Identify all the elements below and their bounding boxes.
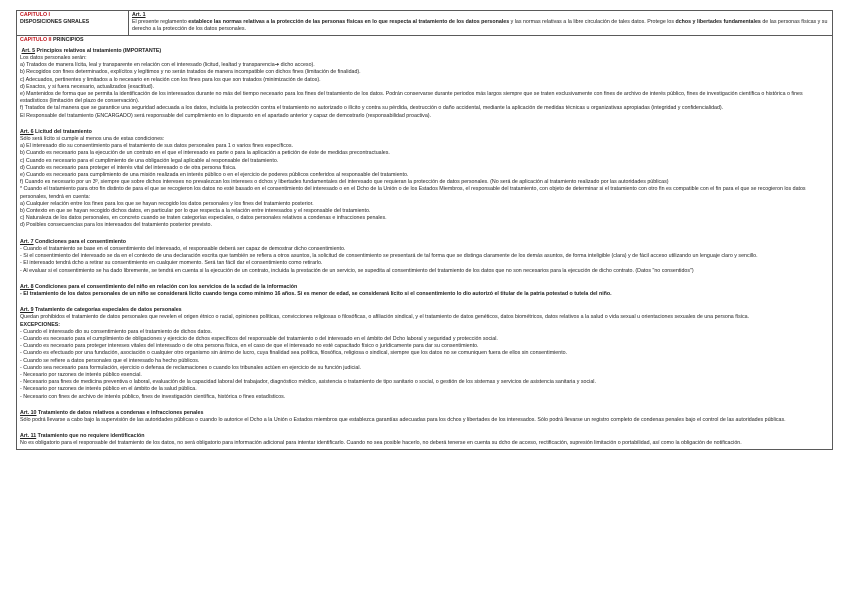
article-5-line: c) Adecuados, pertinentes y limitados a lo necesario en relación con los fines para los que son tratados (minimización de datos). xyxy=(20,76,321,83)
article-10-line: Sólo podrá llevarse a cabo bajo la supervisión de las autoridades públicas o cuando lo autorice el Dcho a la Unión o Estados miembros que establezca garantías adecuadas para los dchos y libertades de los interesados. Sólo podrá llevarse un registro completo de condenas penales bajo el control de las autoridades públicas. xyxy=(20,416,786,423)
article-7-line: - Al evaluar si el consentimiento se ha dado libremente, se tendrá en cuenta si la ejecución de un contrato, incluida la prestación de un servicio, se supedita al consentimiento del tratamiento de los datos que no son necesarios para la ejecución de dicho contrato. (Datos "no consentidos") xyxy=(20,267,694,274)
article-6-line: c) Cuando es necesario para el cumplimiento de una obligación legal aplicable al responsable del tratamiento. xyxy=(20,157,279,164)
article-7-section xyxy=(20,239,829,275)
chapter-1-heading-cell xyxy=(17,11,129,36)
article-11-line: No es obligatorio para el responsable del tratamiento de los datos, no será obligatorio para información adicional para intentar identificarlo. Cuando no sea posible hacerlo, no deberá tenerse en cuenta su dcho de acceso, rectificación, supresión limitación o portabilidad, así como la obligación de notificación. xyxy=(20,440,742,447)
article-9-line: - Necesario para fines de medicina preventiva o laboral, evaluación de la capacidad laboral del trabajador, diagnóstico médico, asistencia o tratamiento de tipo sanitario o social, o gestión de los sistemas y servicios de asistencia sanitaria y social. xyxy=(20,379,596,386)
article-9-section xyxy=(20,307,829,401)
article-11-section xyxy=(20,433,829,447)
article-5-line: b) Recogidos con fines determinados, explícitos y legítimos y no serán tratados de manera incompatible con dichos fines (limitación de finalidad). xyxy=(20,69,361,76)
article-9-heading: Art. 9 Tratamiento de categorías especiales de datos personales xyxy=(20,307,182,314)
article-7-line: - Cuando el tratamiento se base en el consentimiento del interesado, el responsable deberá ser capaz de demostrar dicho consentimiento. xyxy=(20,245,346,252)
article-6-line: a) Cualquier relación entre los fines para los que se hayan recogido los datos personales y los fines del tratamiento posterior. xyxy=(20,200,314,207)
article-11-heading: Art. 11 Tratamiento que no requiere identificación xyxy=(20,433,145,440)
article-9-line: - Cuando es necesario para el cumplimiento de obligaciones y ejercicio de dchos específicos del responsable del tratamiento o del interesado en el ámbito del Dcho laboral y seguridad y protección social. xyxy=(20,335,498,342)
article-9-line: - Cuando sea necesario para formulación, ejercicio o defensa de reclamaciones o cuando los tribunales actúen en ejercicio de su función judicial. xyxy=(20,364,361,371)
article-9-exceptions-label: EXCEPCIONES: xyxy=(20,321,61,328)
article-9-line: Quedan prohibidos el tratamiento de datos personales que revelen el origen étnico o racial, opiniones políticas, convicciones religiosas o filosóficas, o afiliación sindical, y el tratamiento de datos genéticos, datos biométricos, datos relativos a la salud o vida sexual u orientaciones sexuales de una persona física. xyxy=(20,314,750,321)
article-6-line: e) Cuando es necesario para cumplimiento de una misión realizada en interés público o en el ejercicio de poderes públicos conferidos al responsable del tratamiento. xyxy=(20,172,409,179)
article-7-line: - Si el consentimiento del interesado se da en el contexto de una declaración escrita que también se refiera a otros asuntos, la solicitud de consentimiento se presentará de tal forma que se distinga claramente de los demás asuntos, de forma inteligible (clara) y de fácil acceso utilizando un lenguaje claro y sencillo. xyxy=(20,253,758,260)
article-6-line: d) Cuando es necesario para proteger el interés vital del interesado o de otra persona física. xyxy=(20,164,237,171)
article-9-line: - Cuando el interesado dio su consentimiento para el tratamiento de dichos datos. xyxy=(20,328,212,335)
article-5-heading: Art. 5 Principios relativos al tratamiento (IMPORTANTE) xyxy=(21,47,162,54)
article-9-line: - Necesario por razones de interés público en el ámbito de la salud pública. xyxy=(20,386,197,393)
article-8-line: - El tratamiento de los datos personales de un niño se considerará lícito cuando tenga como mínimo 16 años. Si es menor de edad, se considerará lícito si el consentimiento lo dio autorizó el titular de la patria potestad o tutela del niño. xyxy=(20,290,612,297)
article-6-line: a) El interesado dio su consentimiento para el tratamiento de sus datos personales para 1 o varios fines específicos. xyxy=(20,143,293,150)
chapter-2-heading: CAPITULO II PRINCIPIOS xyxy=(20,36,84,43)
article-7-heading: Art. 7 Condiciones para el consentimiento xyxy=(20,238,126,245)
article-9-line: - Cuando es efectuado por una fundación, asociación o cualquier otro organismo sin ánimo de lucro, cuya finalidad sea política, filosófica, religiosa o sindical, siempre que los datos no se comuniquen fuera de ellos sin consentimiento. xyxy=(20,350,568,357)
article-9-line: - Cuando es necesario para proteger intereses vitales del interesado o de otra persona física, en el caso de que el interesado no esté capacitado físico o jurídicamente para dar su consentimiento. xyxy=(20,343,479,350)
article-1-text: El presente reglamento establece las normas relativas a la protección de las personas físicas en lo que respecta al tratamiento de los datos personales y las normas relativas a la libre circulación de tales datos. Protege los dchos y libertades fundamentales de las personas físicas y su derecho a la protección de los datos personales. xyxy=(132,19,828,33)
article-6-line: b) Cuando es necesario para la ejecución de un contrato en el que el interesado es parte o para la aplicación a petición de éste de medidas precontractuales. xyxy=(20,150,390,157)
article-6-section xyxy=(20,129,829,230)
chapter-2-content-cell xyxy=(17,35,833,449)
article-6-line: Sólo será lícito si cumple al menos una de estas condiciones: xyxy=(20,136,165,143)
article-7-line: - El interesado tendrá dcho a retirar su consentimiento en cualquier momento. Será tan fácil dar el consentimiento como retirarlo. xyxy=(20,260,323,267)
chapter-2-row xyxy=(17,35,833,449)
article-9-line: - Necesario con fines de archivo de interés público, fines de investigación científica, histórica o fines estadísticos. xyxy=(20,393,286,400)
chapter-1-row xyxy=(17,11,833,36)
article-9-line: - Necesario por razones de interés público esencial. xyxy=(20,371,142,378)
article-6-line: b) Contexto en que se hayan recogido dichos datos, en particular por lo que respecta a la relación entre interesados y el responsable del tratamiento. xyxy=(20,208,371,215)
chapter-1-title: DISPOSICIONES GNRALES xyxy=(20,19,90,26)
document-page xyxy=(16,10,833,588)
article-6-line: c) Naturaleza de los datos personales, en concreto cuando se traten categorías especiales, o datos personales relativos a condenas e infracciones penales. xyxy=(20,215,387,222)
article-6-heading: Art. 6 Licitud del tratamiento xyxy=(20,128,92,135)
summary-table xyxy=(16,10,833,450)
article-8-section xyxy=(20,284,829,298)
article-5-line: f) Tratados de tal manera que se garantice una seguridad adecuada a los datos, incluida la protección contra el tratamiento no autorizado o ilícito y contra su pérdida, destrucción o daño accidental, mediante la aplicación de medidas técnicas u organizativas apropiadas (integridad y confidencialidad). xyxy=(20,105,724,112)
article-5-section xyxy=(20,48,829,120)
article-6-line: * Cuando el tratamiento para otro fin distinto de para el que se recogieron los datos no esté basado en el consentimiento del interesado o en el Dcho de la Unión o de los Estados Miembros, el responsable del tratamiento, con objeto de determinar si el tratamiento con otro fin es compatible con el fin para el que se recogieron los datos personales, tendrá en cuenta: xyxy=(20,186,806,200)
article-10-heading: Art. 10 Tratamiento de datos relativos a condenas e infracciones penales xyxy=(20,409,204,416)
chapter-1-content-cell xyxy=(129,11,833,36)
article-10-section xyxy=(20,410,829,424)
article-5-line: a) Tratados de manera lícita, leal y transparente en relación con el interesado (licitud, lealtad y transparencia➔ dicho acceso). xyxy=(20,62,315,69)
article-5-line: e) Mantenidos de forma que se permita la identificación de los interesados durante no más del tiempo necesario para los fines del tratamiento de los datos. Podrán conservarse durante periodos más largos siempre que se traten exclusivamente con fines de archivo de interés público, fines de investigación científica o histórica o fines estadísticos (limitación del plazo de conservación). xyxy=(20,91,803,105)
article-1-number: Art. 1 xyxy=(132,12,146,18)
article-5-line: El Responsable del tratamiento (ENCARGADO) será responsable del cumplimiento en lo dispuesto en el apartado anterior y capaz de demostrarlo (responsabilidad proactiva). xyxy=(20,112,432,119)
article-6-line: f) Cuando es necesario por un 3º, siempre que sobre dichos intereses no prevalezcan los intereses o dchos y libertades fundamentales del interesado que requieran la protección de datos personales. (No será de aplicación al tratamiento realizado por las autoridades públicas) xyxy=(20,179,669,186)
article-8-heading: Art. 8 Condiciones para el consentimiento del niño en relación con los servicios de la scdad de la información xyxy=(20,283,298,290)
chapter-1-label: CAPITULO I xyxy=(20,12,51,18)
article-9-line: - Cuando se refiere a datos personales que el interesado ha hecho públicos. xyxy=(20,357,200,364)
article-5-line: d) Exactos, y si fuera necesario, actualizados (exactitud). xyxy=(20,83,154,90)
article-5-line: Los datos personales serán: xyxy=(20,55,87,62)
article-6-line: d) Posibles consecuencias para los interesados del tratamiento posterior previsto. xyxy=(20,222,212,229)
